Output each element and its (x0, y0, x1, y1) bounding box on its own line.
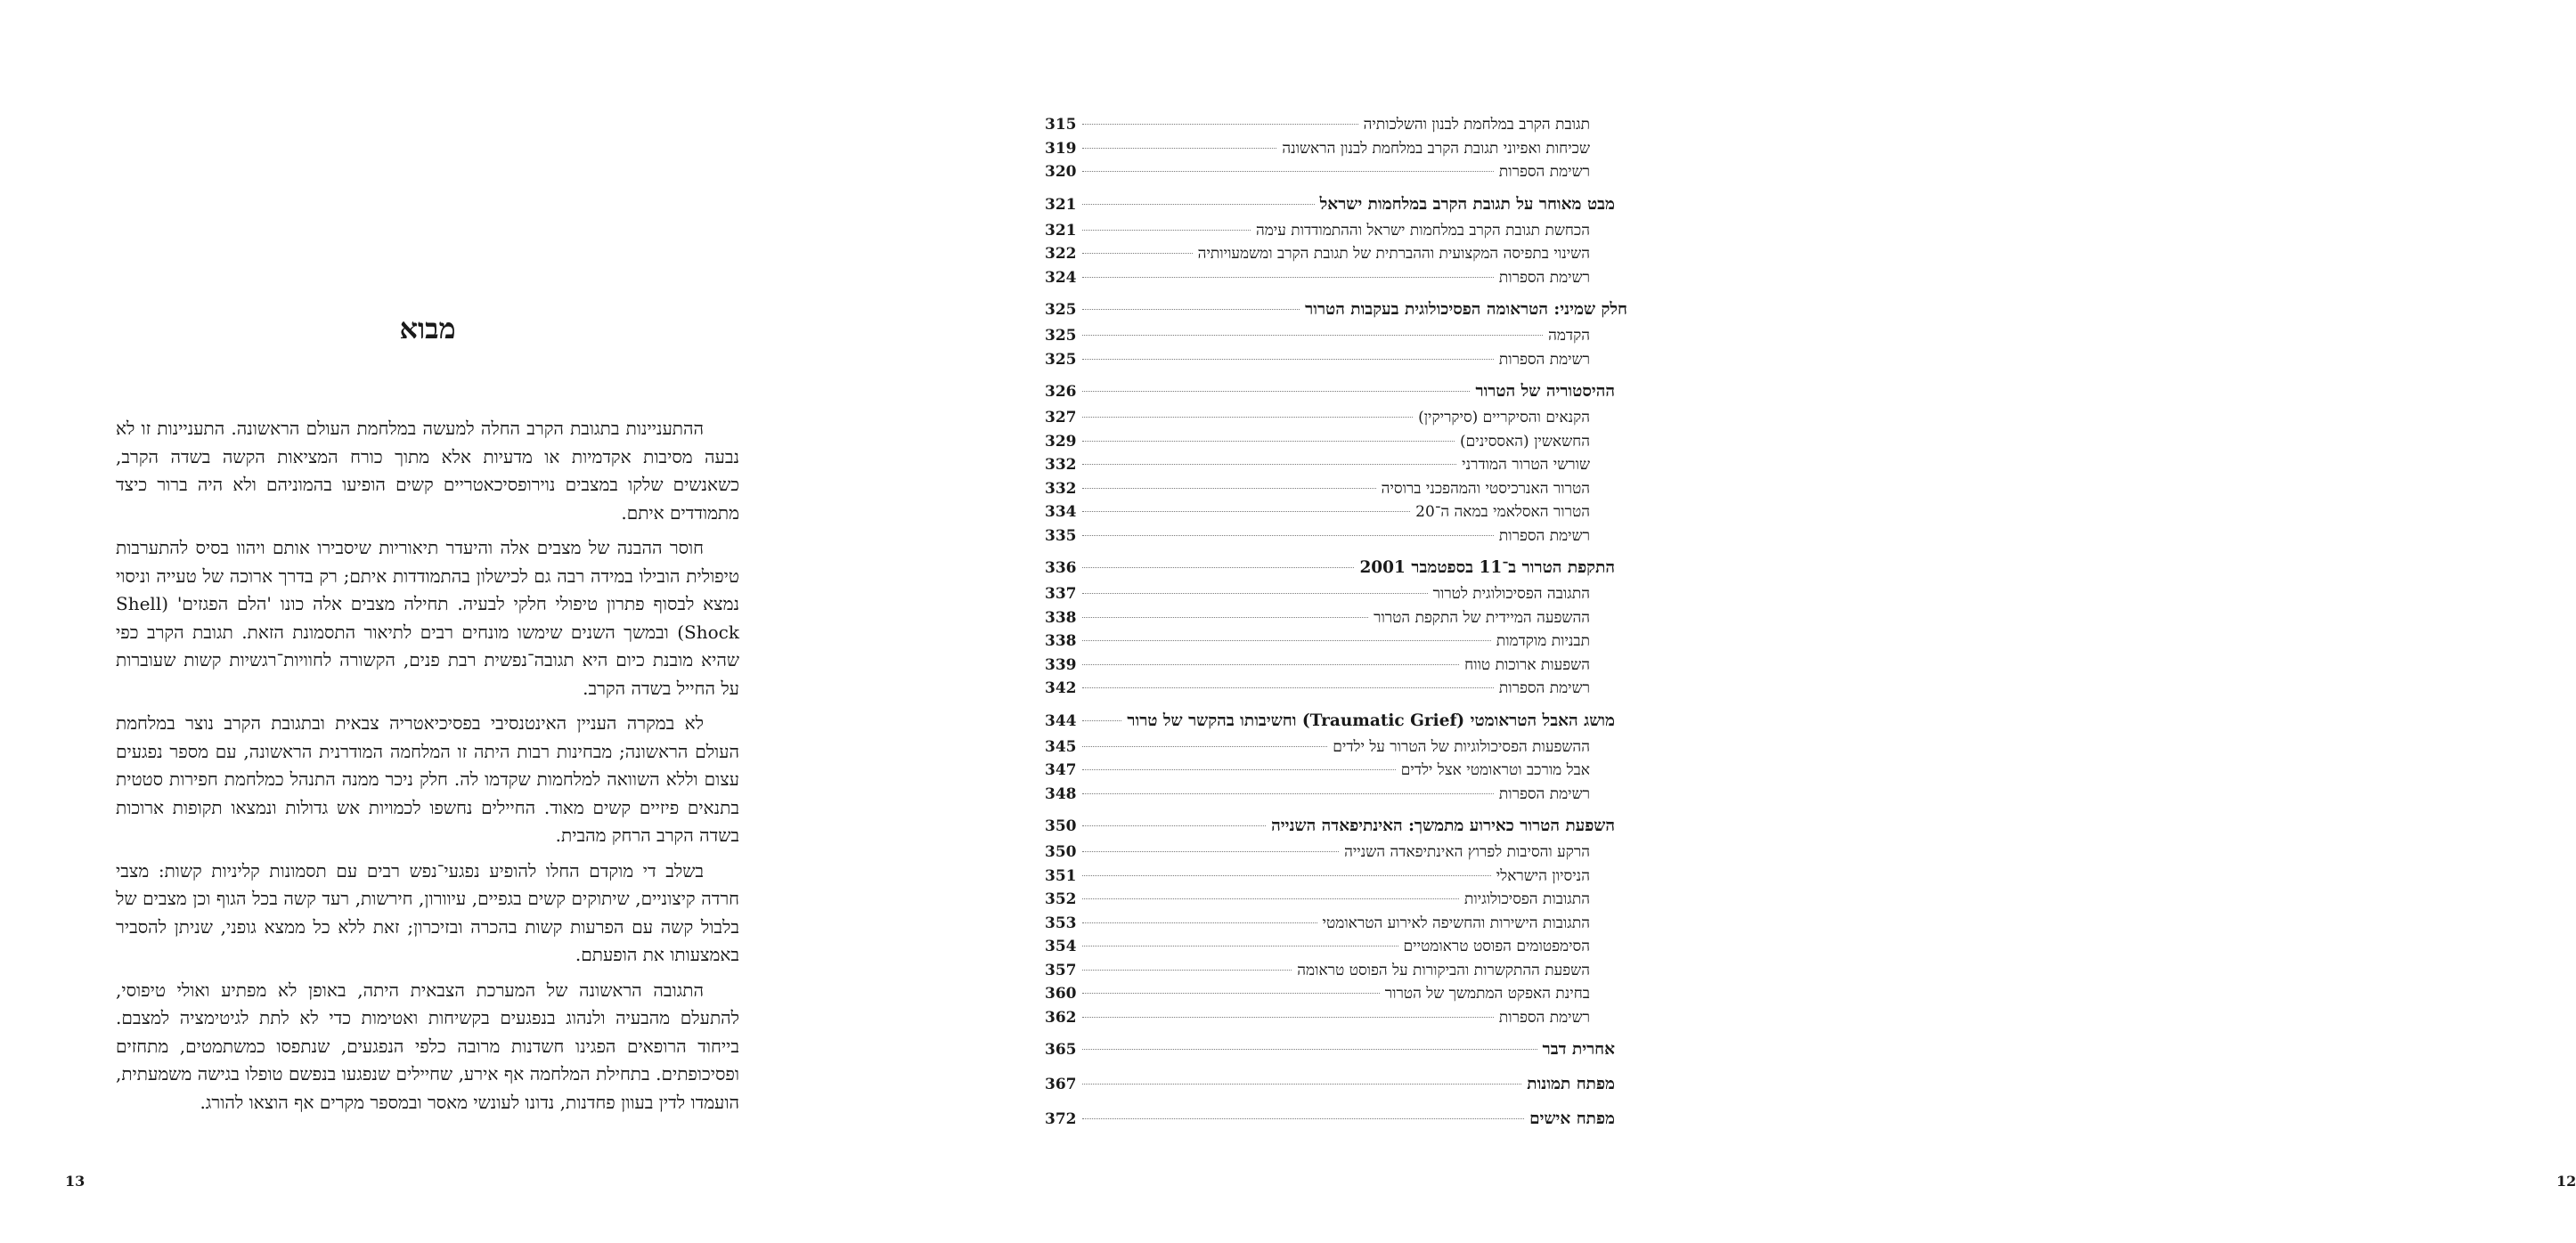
toc-entry-page: 315 (1045, 116, 1077, 134)
toc-entry-title: השפעות ארוכות טווח (1464, 655, 1590, 674)
toc-leader-dots (1082, 488, 1376, 489)
page-number-left: 13 (65, 1173, 86, 1190)
toc-entry (1045, 656, 1615, 680)
toc-entry (1045, 1075, 1615, 1101)
toc-entry-page: 347 (1045, 761, 1077, 779)
toc-entry (1045, 140, 1615, 164)
toc-leader-dots (1082, 1084, 1521, 1085)
toc-entry-page: 327 (1045, 409, 1077, 427)
right-page (873, 0, 2576, 1243)
toc-entry-title: הרקע והסיבות לפרוץ האינתיפאדה השנייה (1344, 843, 1590, 861)
toc-leader-dots (1082, 391, 1470, 392)
paragraph: התגובה הראשונה של המערכת הצבאית היתה, באופן לא מפתיע ואולי טיפוסי, להתעלם מהבעיה ולנהוג בנפגעים בקשיחות ואטימות כדי לא לתת לגיטימציה למצבם. בייחוד הרופאים הפגינו חשדנות מרובה כלפי הנפגעים, שנתפסו כמשתמטים, מתחזים ופסיכופתים. בתחילת המלחמה אף אירע, שחיילים שנפגעו בנפשם טופלו בגישה משמעתית, הועמדו לדין בעוון פחדנות, נדונו לעונשי מאסר ובמספר מקרים אף הוצאו להורג. (116, 979, 739, 1113)
toc-entry (1045, 409, 1615, 433)
toc-entry-page: 325 (1045, 350, 1077, 369)
toc-leader-dots (1082, 720, 1121, 721)
toc-entry-title: אחרית דבר (1542, 1040, 1615, 1059)
chapter-title: מבוא (399, 312, 456, 345)
toc-entry (1045, 785, 1615, 809)
toc-group (1045, 1040, 1615, 1067)
toc-entry (1045, 679, 1615, 703)
paragraph: בשלב די מוקדם החלו להופיע נפגעי־נפש רבים עם תסמונות קליניות קשות: מצבי חרדה קיצוניים, שיתוקים קשים בגפיים, עיוורון, חירשות, רעד קשה בכל הגוף וכן מצבים של בלבול קשה עם הפרעות קשות בהכרה ובזיכרון; זאת ללא כל ממצא גופני, שניתן להסביר באמצעותו את הופעתם. (116, 859, 739, 965)
toc-entry-page: 332 (1045, 456, 1077, 474)
toc-leader-dots (1082, 793, 1494, 794)
toc-entry-title: בחינת האפקט המתמשך של הטרור (1384, 985, 1590, 1003)
intro-text (116, 415, 739, 1124)
toc-leader-dots (1082, 922, 1317, 923)
toc-entry-page: 321 (1045, 195, 1077, 214)
table-of-contents (1045, 116, 1627, 1144)
toc-entry (1045, 456, 1615, 480)
toc-entry (1045, 382, 1615, 409)
toc-leader-dots (1082, 230, 1251, 231)
toc-entry-title: מושג האבל הטראומטי (Traumatic Grief) וחשיבותו בהקשר של טרור (1127, 711, 1615, 730)
toc-entry-page: 334 (1045, 503, 1077, 521)
toc-entry-title: התגובה הפסיכולוגית לטרור (1432, 585, 1590, 603)
toc-entry-page: 335 (1045, 526, 1077, 545)
toc-entry-title: רשימת הספרות (1498, 350, 1590, 369)
toc-entry-title: התקפת הטרור ב־11 בספטמבר 2001 (1359, 558, 1615, 577)
toc-entry (1045, 245, 1615, 269)
toc-entry-page: 362 (1045, 1008, 1077, 1027)
toc-leader-dots (1082, 875, 1491, 876)
toc-entry (1045, 867, 1615, 891)
toc-entry-title: הניסיון הישראלי (1496, 866, 1590, 885)
toc-entry-title: חלק שמיני: הטראומה הפסיכולוגית בעקבות הטרור (1305, 300, 1627, 319)
toc-entry (1045, 222, 1615, 246)
toc-entry-title: הקנאים והסיקריים (סיקריקין) (1418, 409, 1590, 427)
toc-leader-dots (1082, 171, 1494, 172)
toc-entry-page: 339 (1045, 655, 1077, 674)
toc-entry-title: השינוי בתפיסה המקצועית וההברתית של תגובת הקרב ומשמעויותיה (1197, 245, 1590, 263)
toc-entry-page: 338 (1045, 608, 1077, 627)
toc-leader-dots (1082, 535, 1494, 536)
toc-entry-title: השפעת ההתקשרות והביקורות על הפוסט טראומה (1297, 961, 1590, 979)
toc-entry-page: 338 (1045, 632, 1077, 650)
toc-leader-dots (1082, 204, 1315, 205)
toc-entry (1045, 816, 1615, 843)
toc-entry-page: 321 (1045, 221, 1077, 240)
toc-leader-dots (1082, 309, 1300, 310)
toc-entry-page: 354 (1045, 938, 1077, 955)
toc-leader-dots (1082, 417, 1413, 418)
toc-entry (1045, 985, 1615, 1009)
toc-leader-dots (1082, 1017, 1494, 1018)
toc-leader-dots (1082, 1049, 1537, 1050)
toc-entry-title: רשימת הספרות (1498, 1008, 1590, 1027)
toc-entry-page: 325 (1045, 327, 1077, 345)
toc-entry (1045, 738, 1615, 762)
paragraph: ההתעניינות בתגובת הקרב החלה למעשה במלחמת העולם הראשונה. התעניינות זו לא נבעה מסיבות אקדמיות או מדעיות אלא מתוך כורח המציאות הקשה בשדה הקרב, כשאנשים שלקו במצבים נוירופסיכאטריים קשים הופיעו בהמוניהם ולא היה ברור כיצד מתמודדים איתם. (116, 418, 739, 524)
toc-entry (1045, 116, 1615, 140)
toc-leader-dots (1082, 640, 1491, 641)
toc-entry-page: 360 (1045, 985, 1077, 1003)
toc-entry-page: 351 (1045, 866, 1077, 885)
toc-leader-dots (1082, 825, 1266, 826)
toc-leader-dots (1082, 277, 1494, 278)
toc-entry-title: ההיסטוריה של הטרור (1475, 382, 1615, 401)
toc-entry-title: ההשפעות הפסיכולוגיות של הטרור על ילדים (1333, 737, 1590, 756)
toc-entry-title: החשאשין (האססינים) (1460, 432, 1590, 451)
toc-leader-dots (1082, 664, 1459, 665)
toc-leader-dots (1082, 687, 1494, 688)
toc-entry-page: 332 (1045, 479, 1077, 498)
toc-entry-title: תגובת הקרב במלחמת לבנון והשלכותיה (1363, 116, 1590, 134)
toc-entry-title: רשימת הספרות (1498, 679, 1590, 697)
toc-entry-page: 324 (1045, 268, 1077, 287)
toc-leader-dots (1082, 851, 1339, 852)
toc-entry-title: רשימת הספרות (1498, 526, 1590, 545)
toc-entry-title: רשימת הספרות (1498, 784, 1590, 803)
toc-entry (1045, 632, 1615, 656)
toc-entry-page: 344 (1045, 711, 1077, 730)
toc-entry (1045, 480, 1615, 504)
toc-entry-page: 342 (1045, 679, 1077, 697)
toc-entry-page: 326 (1045, 383, 1077, 401)
toc-entry-page: 319 (1045, 139, 1077, 158)
toc-entry (1045, 711, 1615, 738)
toc-leader-dots (1082, 898, 1459, 899)
toc-entry-page: 365 (1045, 1041, 1077, 1059)
toc-leader-dots (1082, 148, 1276, 149)
toc-leader-dots (1082, 993, 1380, 994)
toc-entry-page: 348 (1045, 784, 1077, 803)
toc-entry-title: תבניות מוקדמות (1496, 632, 1590, 650)
toc-entry-page: 350 (1045, 843, 1077, 861)
toc-group (1045, 558, 1615, 703)
toc-entry-title: השפעת הטרור כאירוע מתמשך: האינתיפאדה השנייה (1271, 816, 1615, 835)
toc-entry (1045, 585, 1615, 609)
toc-entry-page: 357 (1045, 961, 1077, 979)
toc-entry-title: הטרור האסלאמי במאה ה־20 (1415, 503, 1590, 521)
toc-entry-title: מפתח תמונות (1527, 1075, 1615, 1093)
toc-entry (1045, 843, 1615, 867)
toc-entry (1045, 1009, 1615, 1033)
toc-entry (1045, 609, 1615, 633)
toc-group (1045, 382, 1615, 550)
toc-entry-page: 320 (1045, 163, 1077, 181)
paragraph: לא במקרה העניין האינטנסיבי בפסיכיאטריה צבאית ובתגובת הקרב נוצר במלחמת העולם הראשונה; מבחינות רבות היתה זו המלחמה המודרנית הראשונה, עם מספר נפגעים עצום וללא השוואה למלחמות שקדמו לה. חלק ניכר ממנה התנהל כמלחמת חפירות סטטית בתנאים פיזיים קשים מאוד. החיילים נחשפו לכמויות אש גדולות ונמצאו תקופות ארוכות בשדה הקרב הרחק מהבית. (116, 712, 739, 846)
toc-leader-dots (1082, 335, 1543, 336)
toc-group (1045, 1109, 1615, 1136)
toc-entry-title: מפתח אישים (1529, 1109, 1615, 1128)
toc-entry-title: הסימפטומים הפוסט טראומטיים (1403, 938, 1590, 955)
toc-entry-page: 350 (1045, 817, 1077, 835)
toc-entry (1045, 1040, 1615, 1067)
toc-entry-title: רשימת הספרות (1498, 268, 1590, 287)
toc-leader-dots (1082, 617, 1368, 618)
toc-entry (1045, 1109, 1615, 1136)
toc-entry (1045, 761, 1615, 785)
toc-leader-dots (1082, 253, 1193, 254)
toc-entry-page: 336 (1045, 559, 1077, 577)
toc-entry-page: 325 (1045, 301, 1077, 319)
toc-entry (1045, 300, 1627, 327)
toc-group (1045, 195, 1615, 293)
toc-group (1045, 116, 1615, 187)
toc-entry (1045, 503, 1615, 527)
toc-entry (1045, 433, 1615, 457)
toc-leader-dots (1082, 441, 1455, 442)
toc-leader-dots (1082, 567, 1354, 568)
toc-leader-dots (1082, 593, 1428, 594)
toc-entry (1045, 351, 1615, 375)
toc-entry-title: אבל מורכב וטראומטי אצל ילדים (1400, 761, 1590, 779)
toc-entry-page: 353 (1045, 914, 1077, 932)
toc-entry (1045, 890, 1615, 914)
toc-entry-title: מבט מאוחר על תגובת הקרב במלחמות ישראל (1319, 194, 1615, 214)
toc-entry-title: הכחשת תגובת הקרב במלחמות ישראל וההתמודדות עימה (1255, 221, 1590, 240)
toc-entry-title: התגובות הישירות והחשיפה לאירוע הטראומטי (1322, 914, 1590, 932)
toc-entry (1045, 269, 1615, 293)
toc-entry (1045, 195, 1615, 222)
toc-entry-title: הטרור האנרכיסטי והמהפכני ברוסיה (1381, 479, 1590, 498)
toc-entry (1045, 962, 1615, 986)
toc-leader-dots (1082, 769, 1396, 770)
toc-entry (1045, 558, 1615, 585)
toc-entry-page: 322 (1045, 245, 1077, 263)
toc-entry-page: 367 (1045, 1076, 1077, 1093)
toc-entry-title: שורשי הטרור המודרני (1462, 456, 1590, 474)
toc-entry-page: 345 (1045, 737, 1077, 756)
toc-entry-title: ההשפעה המיידית של התקפת הטרור (1374, 608, 1590, 627)
toc-leader-dots (1082, 1118, 1524, 1119)
toc-entry-page: 337 (1045, 585, 1077, 603)
toc-entry (1045, 938, 1615, 962)
toc-leader-dots (1082, 359, 1494, 360)
toc-entry (1045, 327, 1615, 351)
toc-entry-page: 329 (1045, 432, 1077, 451)
toc-entry-page: 352 (1045, 890, 1077, 908)
toc-entry (1045, 527, 1615, 551)
toc-leader-dots (1082, 511, 1410, 512)
page-number-right: 12 (2556, 1173, 2576, 1190)
toc-entry-page: 372 (1045, 1110, 1077, 1128)
toc-leader-dots (1082, 746, 1327, 747)
toc-group (1045, 300, 1627, 374)
paragraph: חוסר ההבנה של מצבים אלה והיעדר תיאוריות שיסבירו אותם ויהוו בסיס להתערבות טיפולית הובילו במידה רבה גם לכישלון בהתמודדות איתם; רק בדרך ארוכה של טעייה וניסוי נמצא לבסוף פתרון טיפולי חלקי לבעיה. תחילה מצבים אלה כונו 'הלם הפגזים' (Shell Shock) ובמשך השנים שימשו מונחים רבים לתיאור התסמונת הזאת. תגובת הקרב כפי שהיא מובנת כיום היא תגובה־נפשית רבת פנים, הקשורה לחוויות־רגשיות קשות שעוברות על החייל בשדה הקרב. (116, 537, 739, 699)
toc-leader-dots (1082, 464, 1456, 465)
toc-entry-title: התגובות הפסיכולוגיות (1464, 890, 1590, 908)
toc-entry-title: הקדמה (1548, 327, 1590, 345)
toc-entry (1045, 914, 1615, 938)
toc-entry-title: שכיחות ואפיוני תגובת הקרב במלחמת לבנון הראשונה (1282, 139, 1590, 158)
toc-group (1045, 816, 1615, 1032)
toc-entry-title: רשימת הספרות (1498, 163, 1590, 181)
toc-entry (1045, 163, 1615, 187)
toc-leader-dots (1082, 970, 1292, 971)
toc-group (1045, 711, 1615, 809)
left-page (0, 0, 873, 1243)
toc-leader-dots (1082, 124, 1358, 125)
toc-group (1045, 1075, 1615, 1101)
